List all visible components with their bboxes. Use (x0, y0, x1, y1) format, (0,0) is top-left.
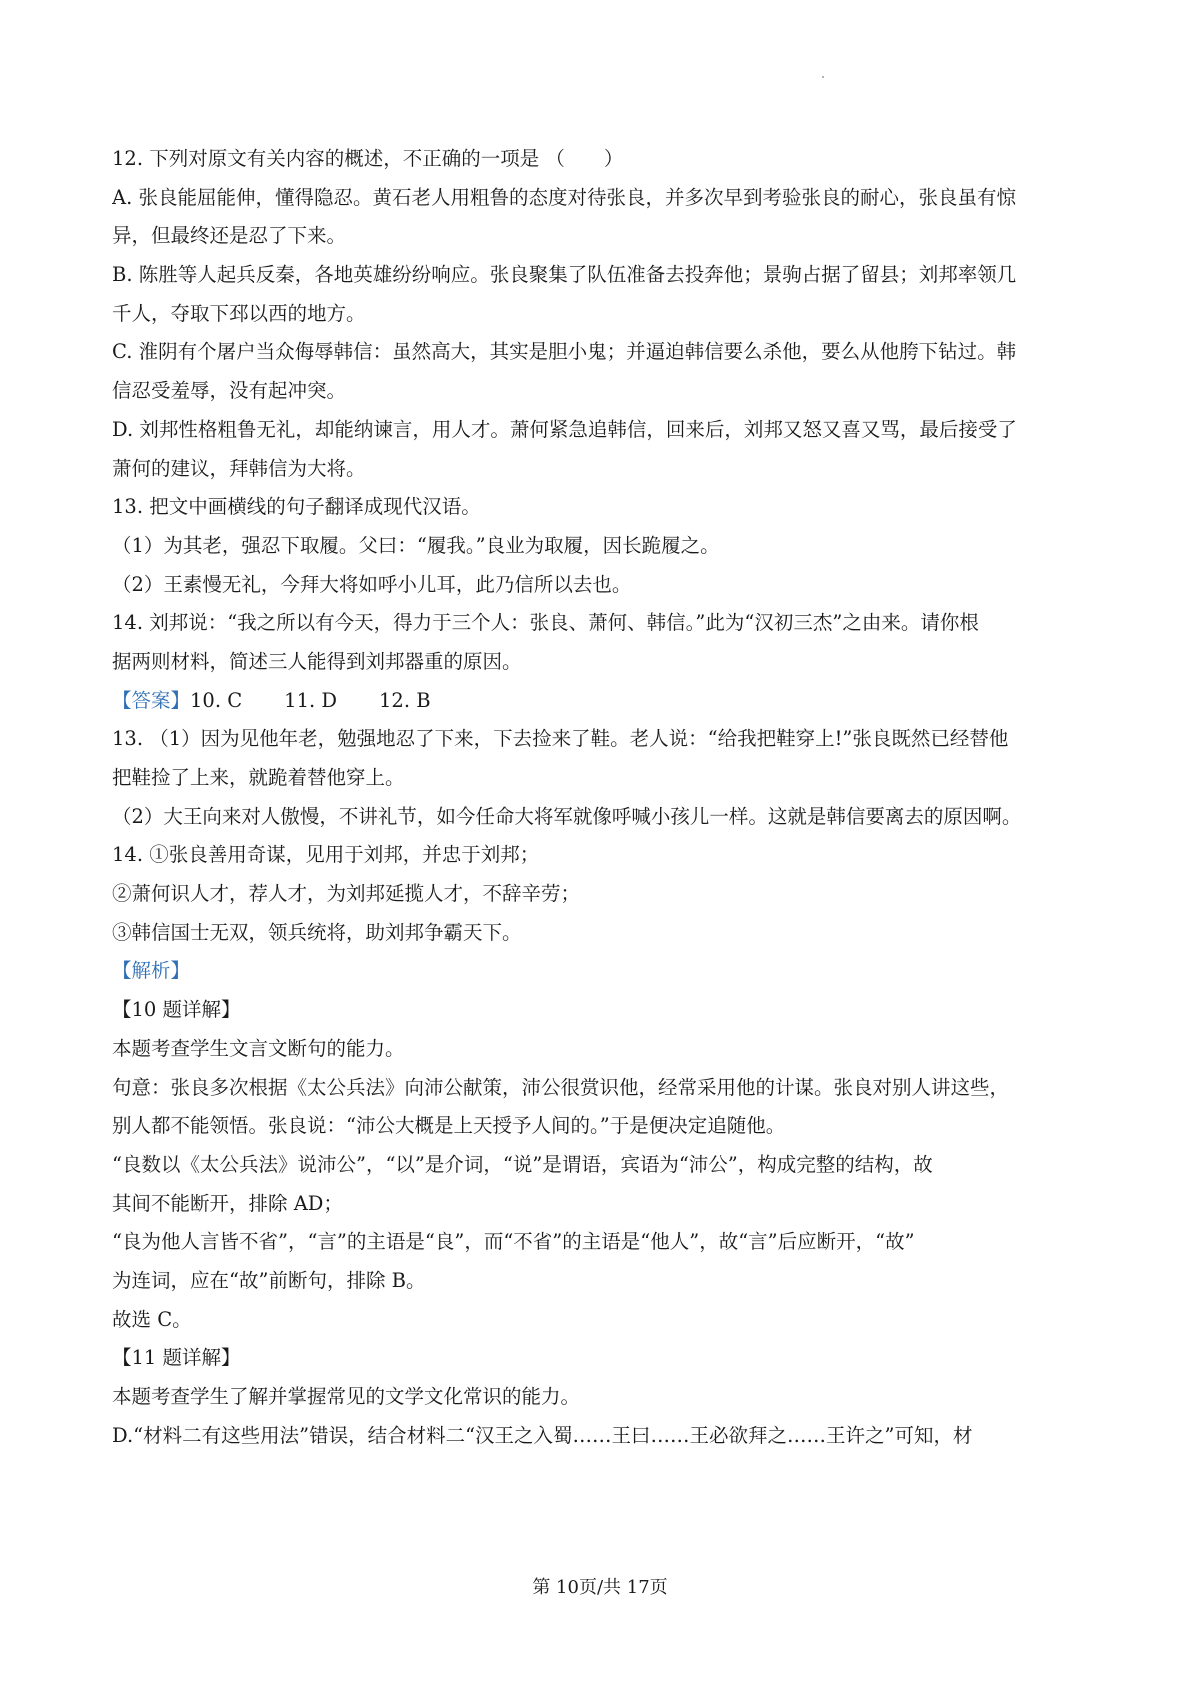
q12-option-d-line2: 萧何的建议，拜韩信为大将。 (112, 456, 366, 480)
analysis-10-para6: “良为他人言皆不省”，“言”的主语是“良”，而“不省”的主语是“他人”，故“言”后应断开，“故” (112, 1230, 915, 1254)
answer-11: 11. D (284, 688, 338, 712)
analysis-10-para2: 句意：张良多次根据《太公兵法》向沛公献策，沛公很赏识他，经常采用他的计谋。张良对别人讲这些， (112, 1075, 1010, 1099)
q14-stem-line1: 14. 刘邦说：“我之所以有今天，得力于三个人：张良、萧何、韩信。”此为“汉初三杰”之由来。请你根 (112, 611, 979, 635)
q12-option-b-line2: 千人，夺取下邳以西的地方。 (112, 301, 366, 325)
q12-option-c-line2: 信忍受羞辱，没有起冲突。 (112, 379, 347, 403)
q12-option-a-line1: A. 张良能屈能伸，懂得隐忍。黄石老人用粗鲁的态度对待张良，并多次早到考验张良的耐心，张良虽有惊 (112, 185, 1016, 209)
analysis-10-para3: 别人都不能领悟。张良说：“沛公大概是上天授予人间的。”于是便决定追随他。 (112, 1114, 786, 1138)
q12-option-a-line2: 异，但最终还是忍了下来。 (112, 224, 347, 248)
q14-stem-line2: 据两则材料，简述三人能得到刘邦器重的原因。 (112, 649, 522, 673)
analysis-10-para4: “良数以《太公兵法》说沛公”，“以”是介词，“说”是谓语，宾语为“沛公”，构成完整的结构，故 (112, 1152, 933, 1176)
answer-10: 10. C (190, 688, 243, 712)
analysis-11-para2: D.“材料二有这些用法”错误，结合材料二“汉王之入蜀……王曰……王必欲拜之……王许之”可知，材 (112, 1423, 973, 1447)
answer-13-line1: 13. （1）因为见他年老，勉强地忍了下来，下去捡来了鞋。老人说：“给我把鞋穿上!”张良既然已经替他 (112, 727, 1009, 751)
answer-tag: 【答案】 (112, 688, 191, 712)
page-footer: 第 10页/共 17页 (532, 1577, 668, 1598)
answer-row (112, 682, 1098, 721)
q12-option-d-line1: D. 刘邦性格粗鲁无礼，却能纳谏言，用人才。萧何紧急追韩信，回来后，刘邦又怒又喜又骂，最后接受了 (112, 417, 1017, 441)
analysis-11-heading: 【11 题详解】 (112, 1346, 241, 1370)
analysis-10-para7: 为连词，应在“故”前断句，排除 B。 (112, 1268, 426, 1292)
answer-13-line3: （2）大王向来对人傲慢，不讲礼节，如今任命大将军就像呼喊小孩儿一样。这就是韩信要离去的原因啊。 (112, 804, 1022, 828)
page-content (112, 140, 1098, 1455)
q13-stem: 13. 把文中画横线的句子翻译成现代汉语。 (112, 495, 481, 519)
q12-option-b-line1: B. 陈胜等人起兵反秦，各地英雄纷纷响应。张良聚集了队伍准备去投奔他；景驹占据了留县；刘邦率领几 (112, 263, 1017, 287)
scan-dot (822, 76, 824, 78)
q12-option-c-line1: C. 淮阴有个屠户当众侮辱韩信：虽然高大，其实是胆小鬼；并逼迫韩信要么杀他，要么从他胯下钻过。韩 (112, 340, 1017, 364)
analysis-10-para8: 故选 C。 (112, 1307, 192, 1331)
q13-sentence-1: （1）为其老，强忍下取履。父曰：“履我。”良业为取履，因长跪履之。 (112, 533, 720, 557)
q13-sentence-2: （2）王素慢无礼，今拜大将如呼小儿耳，此乃信所以去也。 (112, 572, 632, 596)
answer-14-point3: ③韩信国士无双，领兵统将，助刘邦争霸天下。 (112, 920, 522, 944)
analysis-10-para1: 本题考查学生文言文断句的能力。 (112, 1036, 405, 1060)
answer-14-point2: ②萧何识人才，荐人才，为刘邦延揽人才，不辞辛劳； (112, 882, 581, 906)
answer-14-point1: 14. ①张良善用奇谋，见用于刘邦，并忠于刘邦； (112, 843, 540, 867)
analysis-10-heading: 【10 题详解】 (112, 998, 241, 1022)
analysis-11-para1: 本题考查学生了解并掌握常见的文学文化常识的能力。 (112, 1385, 581, 1408)
analysis-10-para5: 其间不能断开，排除 AD； (112, 1191, 343, 1215)
q12-stem: 12. 下列对原文有关内容的概述，不正确的一项是 （ ） (112, 147, 624, 170)
answer-13-line2: 把鞋捡了上来，就跪着替他穿上。 (112, 766, 405, 789)
analysis-tag: 【解析】 (112, 959, 191, 983)
answer-12: 12. B (379, 688, 431, 712)
